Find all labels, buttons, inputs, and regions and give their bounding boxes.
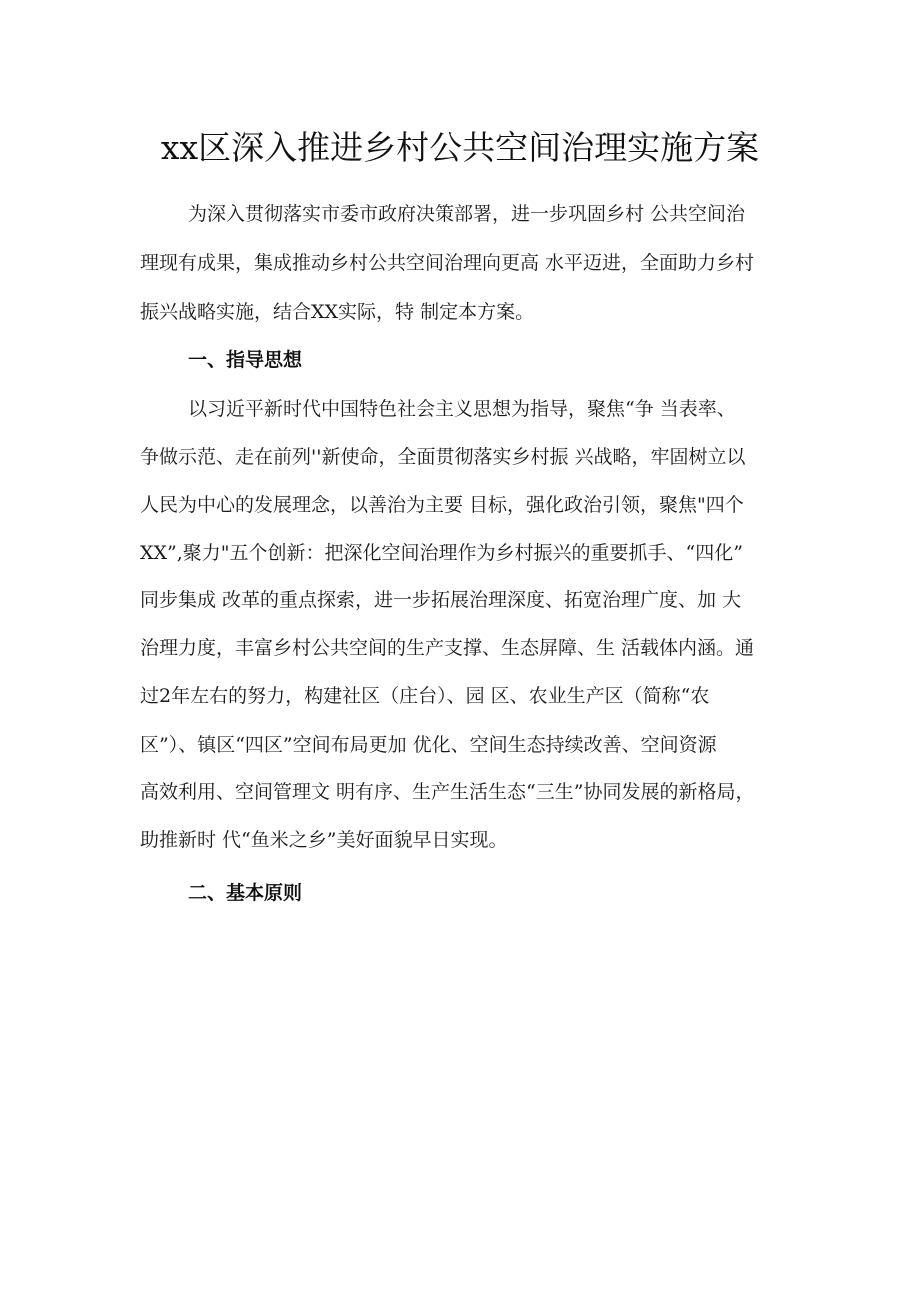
section1-line-8: 区”）、镇区“四区”空间布局更加 优化、空间生态持续改善、空间资源 <box>140 734 717 756</box>
section1-line-2: 争做示范、走在前列''新使命，全面贯彻落实乡村振 兴战略，牢固树立以 <box>140 446 746 468</box>
section-heading-guiding-thought: 一、指导思想 <box>188 349 303 371</box>
section1-line-5: 同步集成 改革的重点探索，进一步拓展治理深度、拓宽治理广度、加 大 <box>140 589 742 611</box>
document-title: xx区深入推进乡村公共空间治理实施方案 <box>160 128 760 167</box>
intro-line-2: 理现有成果，集成推动乡村公共空间治理向更高 水平迈进，全面助力乡村 <box>140 252 755 274</box>
intro-line-1: 为深入贯彻落实市委市政府决策部署，进一步巩固乡村 公共空间治 <box>188 203 746 225</box>
section1-line-4: XX”,聚力"五个创新：把深化空间治理作为乡村振兴的重要抓手、“四化” <box>140 542 743 564</box>
section1-line-6: 治理力度，丰富乡村公共空间的生产支撑、生态屏障、生 活载体内涵。通 <box>140 637 755 659</box>
section1-line-3: 人民为中心的发展理念，以善治为主要 目标，强化政治引领，聚焦"四个 <box>140 494 744 516</box>
section1-line-1: 以习近平新时代中国特色社会主义思想为指导，聚焦“争 当表率、 <box>188 398 736 420</box>
section1-line-7: 过2年左右的努力，构建社区（庄台）、园 区、农业生产区（简称“农 <box>140 685 710 707</box>
section-heading-basic-principles: 二、基本原则 <box>188 882 303 904</box>
intro-line-3: 振兴战略实施，结合XX实际，特 制定本方案。 <box>140 301 535 323</box>
section1-line-10: 助推新时 代“鱼米之乡”美好面貌早日实现。 <box>140 829 508 851</box>
section1-line-9: 高效利用、空间管理文 明有序、生产生活生态“三生”协同发展的新格局， <box>140 781 755 803</box>
